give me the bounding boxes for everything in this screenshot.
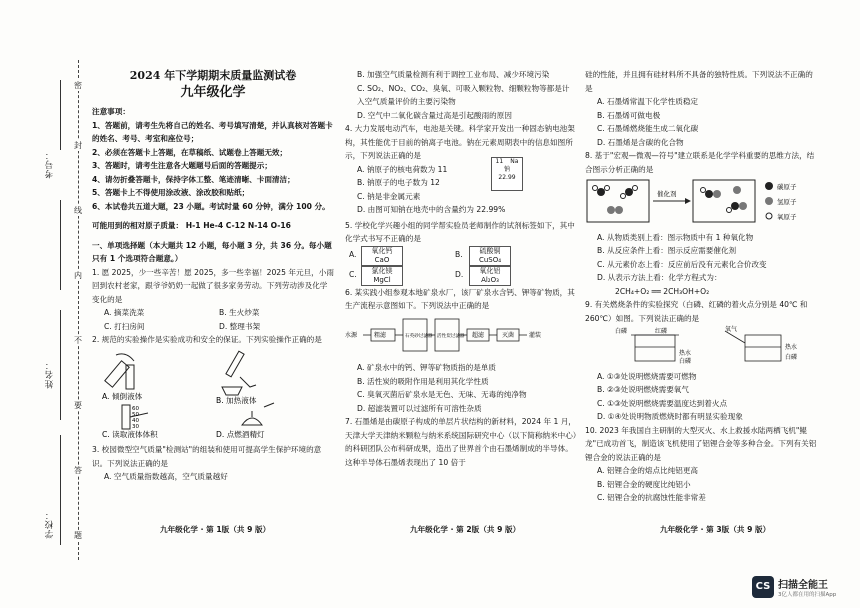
option: C. 臭氧灭菌后矿泉水是无色、无味、无毒的纯净物 (357, 390, 527, 399)
question-8: 8. 基于"宏观—微观—符号"建立联系是化学学科重要的思维方法，结合图示分析正确的是 (585, 151, 815, 174)
flow-step: 粗滤 (374, 331, 387, 339)
reagent-formula: MgCl (373, 275, 391, 284)
exam-number-label: 考号： (45, 150, 55, 179)
q9-combustion-figure (585, 325, 820, 365)
option: B. (455, 249, 463, 259)
seal-char: 密 (71, 80, 85, 91)
sodium-element-card (491, 157, 523, 191)
binding-margin (14, 60, 80, 560)
seal-char: 内 (71, 270, 85, 281)
page-footer: 九年级化学 · 第 3版（共 9 版） (660, 525, 771, 534)
option: B. 从反应条件上看：图示反应需要催化剂 (597, 246, 737, 255)
reagent-name: 氧化钙 (371, 246, 393, 255)
atomic-mass-line: 可能用到的相对原子质量： H-1 He-4 C-12 N-14 O-16 (92, 221, 291, 230)
option: B. 加强空气质量检测有利于调控工业布局、减少环境污染 (357, 70, 550, 79)
option: B. 钠原子的电子数为 12 (357, 178, 440, 187)
seal-char: 不 (71, 335, 85, 346)
option: A. 矿泉水中的钙、钾等矿物质指的是单质 (357, 363, 496, 372)
question-7: 7. 石墨烯是由碳原子构成的单层片状结构的新材料，2024 年 1 月，天津大学天津纳米颗粒与纳米系统国际研究中心（以下简称纳米中心）的科研团队公布科研成果，造出了世界首个由石墨烯制成的半导体。这种半导体石墨烯表现出了 10 倍于 (345, 417, 577, 467)
option: B. 活性炭的吸附作用是利用其化学性质 (357, 376, 489, 386)
option: A. 石墨烯常温下化学性质稳定 (597, 97, 699, 106)
lighting-lamp-figure (242, 403, 274, 425)
notice-item: 5、答题卡上不得使用涂改液、涂改胶和贴纸； (92, 188, 250, 197)
question-2: 2. 规范的实验操作是实验成功和安全的保证。下列实验操作正确的是 (92, 335, 322, 344)
flow-step: 活性炭过滤器 (437, 333, 465, 339)
exam-title: 2024 年下学期期末质量监测试卷 (129, 69, 297, 82)
seal-char: 封 (71, 140, 85, 151)
q6-flow-diagram (345, 313, 577, 357)
notice-item: 1、答题前，请考生先将自己的姓名、考号填写清楚，并认真核对答题卡的姓名、考号、考室和座位号； (92, 120, 333, 143)
question-4: 4. 大力发展电动汽车，电池是关键。科学家开发出一种固态钠电池架构，其性能优于目前的钠离子电池。钠在元素周期表中的信息如图所示，下列说法正确的是 (345, 124, 575, 160)
option: D. 从表示方法上看：化学方程式为： (597, 273, 722, 282)
flow-step: 石英砂过滤器 (405, 333, 433, 339)
option: C. 钠是非金属元素 (357, 191, 421, 201)
q9-label: 热水 (679, 350, 692, 357)
reactant-molecules (593, 186, 638, 215)
scale-tick: 60 (132, 405, 139, 412)
question-1: 1. 愿 2025，少一些辛苦！愿 2025，多一些幸福！2025 年元旦，小雨回到农村老家，跟爷爷奶奶一起做了很多家务劳动。下列劳动涉及化学变化的是 (92, 267, 334, 304)
notice-item: 6、本试卷共五道大题，23 小题。考试时量 60 分钟，满分 100 分。 (92, 201, 330, 211)
option: D. 点燃酒精灯 (216, 429, 265, 439)
question-3: 3. 校园微型空气质量"检测站"的组装和使用可提高学生保护环境的意识。下列说法正确的是 (92, 445, 322, 468)
flow-step: 灭菌 (502, 331, 515, 339)
option: C. ①③处说明燃烧需要温度达到着火点 (597, 398, 728, 408)
q9-label: 白磷 (615, 328, 628, 335)
option: D. 空气中二氧化碳含量过高是引起酸雨的原因 (357, 110, 512, 120)
reagent-name: 氧化铝 (479, 266, 501, 275)
pouring-liquid-figure (105, 353, 134, 388)
reagent-formula: CaO (374, 255, 390, 264)
class-line (60, 200, 61, 290)
watermark-tagline: 3亿人都在用的扫描App (778, 592, 837, 598)
option: B. 生火炒菜 (219, 308, 260, 317)
question-5: 5. 学校化学兴趣小组的同学帮实验员老师制作的试剂标签如下，其中化学式书写不正确的是 (345, 220, 575, 243)
legend-label: 碳原子 (777, 183, 797, 191)
reagent-name: 氯化镁 (371, 266, 393, 275)
option: B. ②③处说明燃烧需要氧气 (597, 385, 689, 394)
product-box (693, 180, 755, 222)
seal-dashed-line (78, 60, 79, 560)
option: A. 从物质类别上看：图示物质中有 1 种氧化物 (597, 232, 754, 242)
catalyst-label: 催化剂 (657, 190, 677, 198)
reagent-formula: CuSO₄ (478, 255, 502, 264)
question-6: 6. 某实践小组参观本地矿泉水厂，该厂矿泉水含钙、钾等矿物质，其生产流程示意图如下。下列说法中正确的是 (345, 287, 575, 310)
atomic-number: 11 (495, 157, 504, 165)
school-line (60, 435, 61, 545)
scale-tick: 30 (132, 423, 139, 430)
exam-number-line (60, 80, 61, 150)
option: C. 读取液体体积 (102, 429, 158, 439)
option: C. (349, 269, 357, 279)
option: C. 打扫房间 (104, 321, 145, 331)
option: A. 铝锂合金的熔点比纯铝更高 (597, 466, 699, 475)
element-name: 钠 (503, 165, 510, 173)
element-symbol: Na (510, 157, 519, 165)
heating-liquid-figure (222, 351, 256, 395)
q9-label: 红磷 (655, 328, 668, 335)
reagent-name: 硫酸铜 (479, 246, 501, 255)
option: C. 从元素价态上看：反应前后没有元素化合价改变 (597, 259, 767, 269)
notice-item: 4、请勿折叠答题卡，保持字体工整、笔迹清晰、卡面清洁； (92, 174, 295, 184)
product-molecules (701, 186, 748, 213)
school-label: 学校： (45, 510, 55, 539)
page-footer: 九年级化学 · 第 1版（共 9 版） (160, 525, 271, 534)
q9-label: 热水 (785, 344, 798, 351)
option: B. 石墨烯可做电极 (597, 110, 661, 120)
q5-labels (345, 246, 577, 286)
reagent-label (361, 266, 403, 286)
option: A. 倾倒液体 (102, 391, 143, 401)
notice-item: 3、答题时，请考生注意各大题题号后面的答题提示； (92, 161, 272, 170)
name-label: 姓名： (45, 360, 55, 389)
column-1 (92, 68, 334, 484)
flow-step: 灌装 (529, 331, 542, 339)
column-3 (585, 68, 820, 505)
option: C. SO₂、NO₂、CO₂、臭氧、可吸入颗粒物、细颗粒物等都是计入空气质量评价的主要污染物 (357, 83, 570, 106)
option: A. 空气质量指数越高，空气质量越好 (104, 472, 228, 481)
q2-lab-figures (92, 347, 332, 439)
seal-char: 线 (71, 205, 85, 216)
seal-char: 题 (71, 530, 85, 541)
option: D. (455, 269, 464, 279)
option: A. ①③处说明燃烧需要可燃物 (597, 371, 697, 381)
legend-carbon (765, 182, 773, 190)
question-10: 10. 2023 年我国自主研制的大型灭火、水上救援水陆两栖飞机"鲲龙"已成功首飞，制造该飞机使用了铝锂合金等多种合金。下列有关铝锂合金的说法正确的是 (585, 425, 817, 462)
flow-step: 超滤 (472, 331, 485, 339)
legend-label: 氢原子 (777, 198, 797, 206)
option: A. (349, 249, 357, 259)
page-footer: 九年级化学 · 第 2版（共 9 版） (410, 525, 521, 534)
option: C. 铝锂合金的抗腐蚀性能非常差 (597, 493, 706, 502)
legend-oxygen (766, 213, 772, 219)
column-2 (345, 68, 577, 469)
notice-heading: 注意事项： (92, 107, 130, 116)
chemical-equation: 2CH₄+O₂ ══ 2CH₃OH+O₂ (615, 286, 710, 296)
option: A. 摘菜洗菜 (104, 308, 145, 317)
scale-tick: 50 (132, 411, 139, 418)
scale-tick: 40 (132, 417, 139, 424)
reagent-label (361, 246, 403, 266)
flow-step: 水源 (345, 331, 358, 339)
notice-item: 2、必须在答题卡上答题，在草稿纸、试题卷上答题无效； (92, 147, 288, 157)
q1-options (92, 306, 334, 333)
option: D. 超滤装置可以过滤所有可溶性杂质 (357, 403, 482, 413)
q4-block (345, 157, 577, 219)
reagent-label (469, 266, 511, 286)
option: D. 整理书架 (219, 321, 261, 331)
scanner-watermark (752, 575, 852, 601)
exam-subtitle: 九年级化学 (180, 85, 246, 100)
legend-hydrogen (765, 197, 773, 205)
option: D. ①④处说明物质燃烧时都有明显实验现象 (597, 412, 743, 421)
option: B. 铝锂合金的硬度比纯铝小 (597, 479, 691, 489)
q8-molecule-diagram (585, 176, 820, 226)
option: C. 石墨烯燃烧能生成二氧化碳 (597, 124, 699, 133)
atomic-mass: 22.99 (498, 173, 516, 181)
q9-label: 氧气 (725, 326, 738, 333)
q9-label: 白磷 (679, 358, 692, 365)
option: A. 钠原子的核电荷数为 11 (357, 164, 448, 174)
question-7-continued: 硅的性能，并且拥有硅材料所不具备的独特性质。下列说法不正确的是 (585, 70, 813, 93)
reagent-label (469, 246, 511, 266)
watermark-name: 扫描全能王 (778, 580, 828, 591)
name-line (60, 310, 61, 420)
section-1-heading: 一、单项选择题（本大题共 12 小题，每小题 3 分，共 36 分。每小题只有 1 个选项符合题意。） (92, 240, 332, 263)
seal-char: 要 (71, 400, 85, 411)
q9-label: 白磷 (785, 354, 798, 361)
option: B. 加热液体 (216, 395, 257, 405)
option: D. 由图可知钠在地壳中的含量约为 22.99% (357, 205, 506, 214)
question-9: 9. 有关燃烧条件的实验探究（白磷、红磷的着火点分别是 40℃ 和 260℃）如图。下列说法正确的是 (585, 300, 808, 323)
seal-char: 答 (71, 465, 85, 476)
reagent-formula: Al₂O₃ (481, 275, 499, 284)
camscanner-logo-icon: CS (752, 576, 774, 598)
legend-label: 氧原子 (777, 213, 797, 221)
option: D. 石墨烯是含碳的化合物 (597, 137, 684, 147)
